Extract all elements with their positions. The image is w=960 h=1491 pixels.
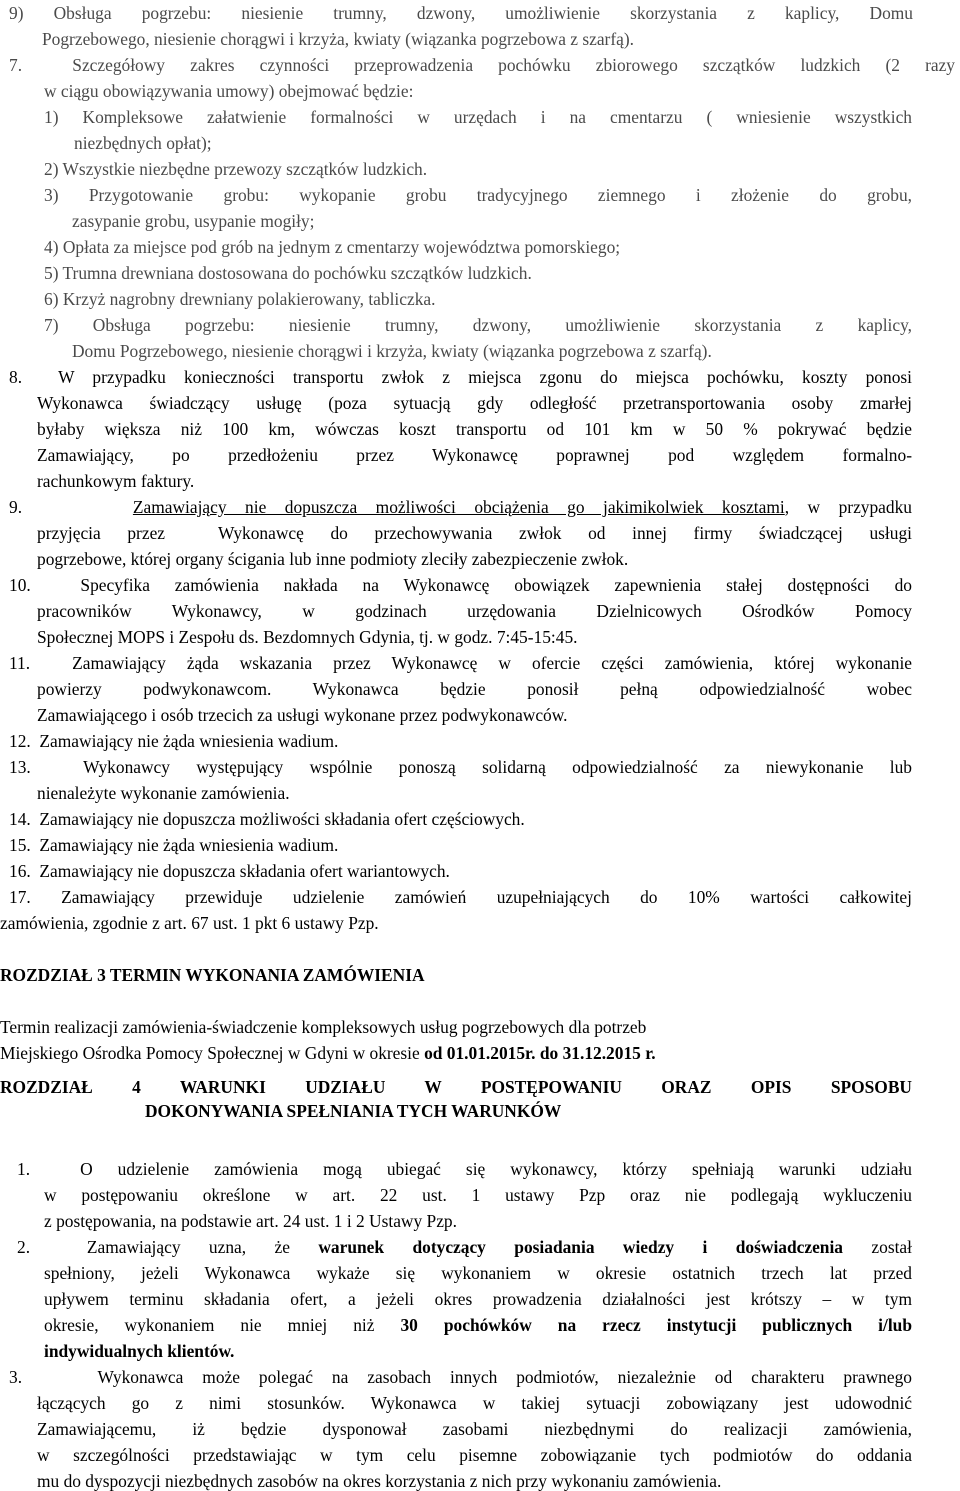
text-line: mu do dyspozycji niezbędnych zasobów na okres korzystania z nich przy wykonaniu zamówienia. [37,1471,722,1491]
text-line: 4) Opłata za miejsce pod grób na jednym z cmentarzy województwa pomorskiego; [44,237,621,257]
text-line: łączących go z nimi stosunków. Wykonawca w takiej sytuacji zobowiązany jest udowodnić [37,1393,912,1413]
text-line: upływem terminu składania ofert, a jeżeli okres prowadzenia działalności jest krótszy – w tym [44,1289,912,1309]
text-line: Domu Pogrzebowego, niesienie chorągwi i krzyża, kwiaty (wiązanka pogrzebowa z szarfą). [72,341,712,361]
text-line [9,497,912,517]
text-line: spełniony, jeżeli Wykonawca wykaże się wykonaniem w okresie ostatnich trzech lat przed [44,1263,912,1283]
text-segment: Miejskiego Ośrodka Pomocy Społecznej w Gdyni w okresie [0,1043,425,1063]
text-line: 9) Obsługa pogrzebu: niesienie trumny, dzwony, umożliwienie skorzystania z kaplicy, Domu [9,3,913,23]
text-line: ROZDZIAŁ 3 TERMIN WYKONANIA ZAMÓWIENIA [0,965,425,985]
text-line: byłaby większa niż 100 km, wówczas koszt transportu od 101 km w 50 % pokrywać będzie [37,419,912,439]
text-line: ROZDZIAŁ 4 WARUNKI UDZIAŁU W POSTĘPOWANIU ORAZ OPIS SPOSOBU [0,1077,912,1097]
text-line: 10. Specyfika zamówienia nakłada na Wykonawcę obowiązek zapewnienia stałej dostępności do [9,575,912,595]
text-line: 17. Zamawiający przewiduje udzielenie zamówień uzupełniających do 10% wartości całkowitej [9,887,912,907]
text-line: w ciągu obowiązywania umowy) obejmować będzie: [44,81,414,101]
text-line: z postępowania, na podstawie art. 24 ust. 1 i 2 Ustawy Pzp. [44,1211,457,1231]
text-line: niezbędnych opłat); [74,133,212,153]
text-line: rachunkowym faktury. [37,471,195,491]
text-line: 16. Zamawiający nie dopuszcza składania ofert wariantowych. [9,861,450,881]
text-line: 6) Krzyż nagrobny drewniany polakierowany, tabliczka. [44,289,436,309]
text-line: 2) Wszystkie niezbędne przewozy szczątków ludzkich. [44,159,428,179]
text-line: indywidualnych klientów. [44,1341,235,1361]
text-line: w postępowaniu określone w art. 22 ust. 1 ustawy Pzp oraz nie podlegają wykluczeniu [44,1185,912,1205]
text-line: przyjęcia przez Wykonawcę do przechowywania zwłok od innej firmy świadczącej usługi [37,523,912,543]
text-segment: 30 pochówków na rzecz instytucji publicznych i/lub [400,1315,912,1335]
text-segment: , w przypadku [784,497,912,517]
text-line: 7. Szczegółowy zakres czynności przeprowadzenia pochówku zbiorowego szczątków ludzkich (2 razy [9,55,955,75]
text-line [17,1237,912,1257]
text-line: 3. Wykonawca może polegać na zasobach innych podmiotów, niezależnie od charakteru prawnego [9,1367,912,1387]
text-segment: został [843,1237,912,1257]
text-line: 14. Zamawiający nie dopuszcza możliwości składania ofert częściowych. [9,809,525,829]
text-line: 12. Zamawiający nie żąda wniesienia wadium. [9,731,339,751]
text-line: 13. Wykonawcy występujący wspólnie ponoszą solidarną odpowiedzialność za niewykonanie lub [9,757,912,777]
text-line: Społecznej MOPS i Zespołu ds. Bezdomnych Gdynia, tj. w godz. 7:45-15:45. [37,627,578,647]
text-line [44,1315,912,1335]
text-segment: warunek dotyczący posiadania wiedzy i doświadczenia [318,1237,844,1257]
text-line: 3) Przygotowanie grobu: wykopanie grobu tradycyjnego ziemnego i złożenie do grobu, [44,185,912,205]
text-line: 15. Zamawiający nie żąda wniesienia wadium. [9,835,339,855]
text-line: Zamawiającemu, iż będzie dysponował zasobami niezbędnymi do realizacji zamówienia, [37,1419,912,1439]
text-segment: Zamawiający nie dopuszcza możliwości obciążenia go jakimikolwiek kosztami [132,497,785,517]
text-line: 11. Zamawiający żąda wskazania przez Wykonawcę w ofercie części zamówienia, której wykonanie [9,653,912,673]
text-segment: okresie, wykonaniem nie mniej niż [44,1315,401,1335]
text-line: Zamawiający, po przedłożeniu przez Wykonawcę poprawnej pod względem formalno- [37,445,912,465]
text-line: w szczególności przedstawiając w tym celu pisemne zobowiązanie tych podmiotów do oddania [37,1445,912,1465]
text-line: 1. O udzielenie zamówienia mogą ubiegać się wykonawcy, którzy spełniają warunki udziału [17,1159,912,1179]
text-line: nienależyte wykonanie zamówienia. [37,783,290,803]
text-line: 7) Obsługa pogrzebu: niesienie trumny, dzwony, umożliwienie skorzystania z kaplicy, [44,315,912,335]
text-line: 1) Kompleksowe załatwienie formalności w urzędach i na cmentarzu ( wniesienie wszystkich [44,107,912,127]
text-line: powierzy podwykonawcom. Wykonawca będzie ponosił pełną odpowiedzialność wobec [37,679,912,699]
text-line [0,1043,656,1063]
text-line: Pogrzebowego, niesienie chorągwi i krzyża, kwiaty (wiązanka pogrzebowa z szarfą). [42,29,634,49]
text-line: pracowników Wykonawcy, w godzinach urzędowania Dzielnicowych Ośrodków Pomocy [37,601,912,621]
text-segment: od 01.01.2015r. do 31.12.2015 r. [424,1043,656,1063]
text-line: pogrzebowe, której organy ścigania lub inne podmioty zleciły zabezpieczenie zwłok. [37,549,629,569]
text-line: DOKONYWANIA SPEŁNIANIA TYCH WARUNKÓW [145,1101,562,1121]
text-line: Wykonawca świadczący usługę (poza sytuacją gdy odległość przetransportowania osoby zmarłej [37,393,912,413]
text-line: zasypanie grobu, usypanie mogiły; [72,211,315,231]
text-line: 8. W przypadku konieczności transportu zwłok z miejsca zgonu do miejsca pochówku, koszty ponosi [9,367,912,387]
text-line: Termin realizacji zamówienia-świadczenie kompleksowych usług pogrzebowych dla potrzeb [0,1017,647,1037]
text-segment: 9. [9,497,133,517]
text-line: zamówienia, zgodnie z art. 67 ust. 1 pkt 6 ustawy Pzp. [0,913,379,933]
text-segment: 2. Zamawiający uzna, że [17,1237,319,1257]
text-line: Zamawiającego i osób trzecich za usługi wykonane przez podwykonawców. [37,705,568,725]
text-line: 5) Trumna drewniana dostosowana do pochówku szczątków ludzkich. [44,263,532,283]
